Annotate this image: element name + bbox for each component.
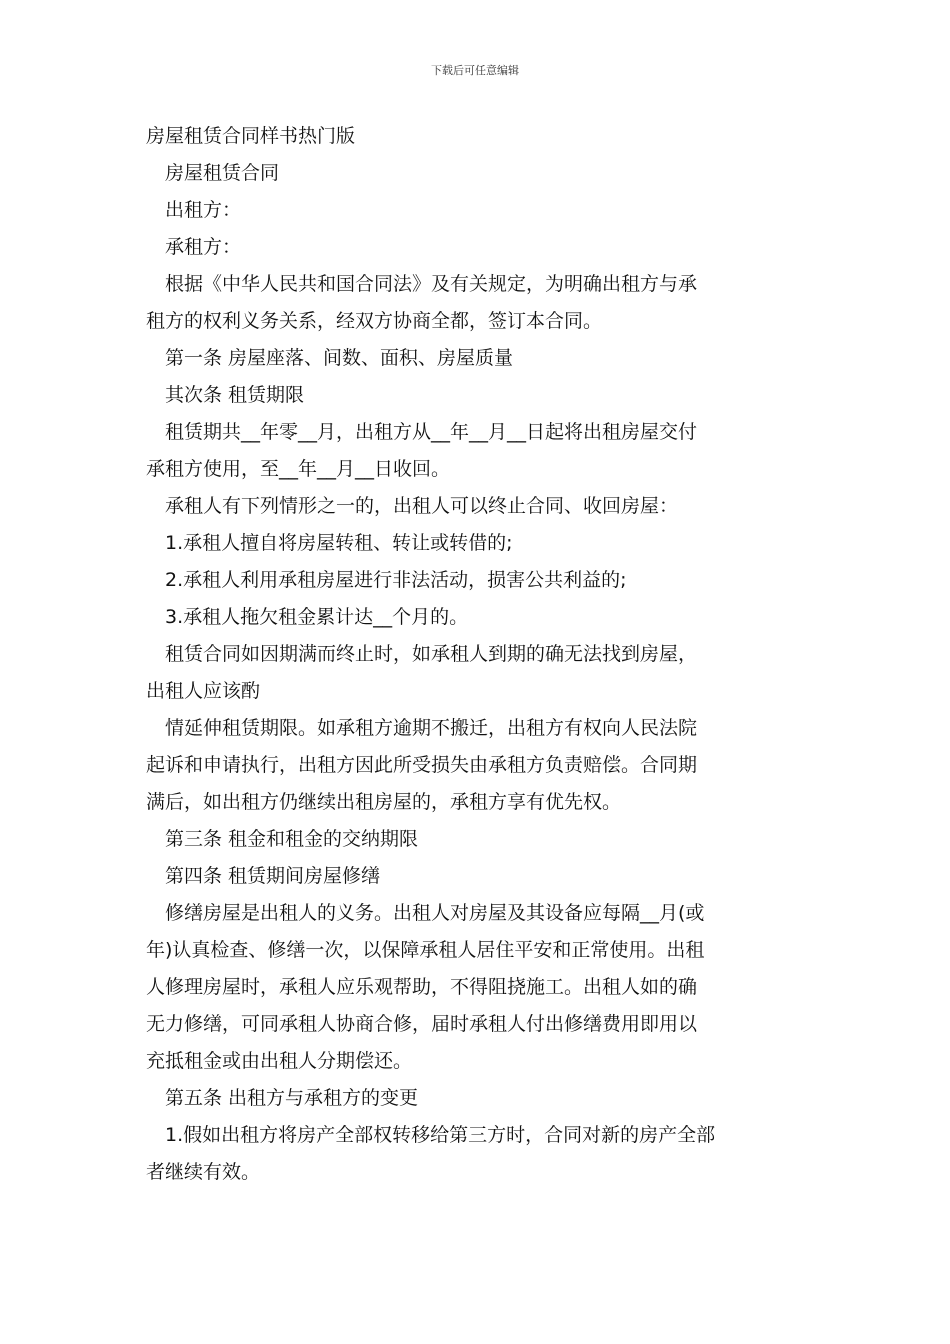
page-header: 下载后可任意编辑 [431, 64, 519, 77]
paragraph-line: 者继续有效。 [146, 1161, 261, 1183]
paragraph-line: 修缮房屋是出租人的义务。出租人对房屋及其设备应每隔__月(或 [165, 902, 705, 924]
paragraph-line: 起诉和申请执行，出租方因此所受损失由承租方负责赔偿。合同期 [146, 754, 698, 776]
paragraph-line: 租赁合同如因期满而终止时，如承租人到期的确无法找到房屋， [165, 643, 698, 665]
lessor-label: 出租方： [165, 199, 242, 221]
paragraph-line: 根据《中华人民共和国合同法》及有关规定，为明确出租方与承 [165, 273, 698, 295]
article-heading: 第四条 租赁期间房屋修缮 [165, 865, 381, 887]
paragraph-line: 租赁期共__年零__月，出租方从__年__月__日起将出租房屋交付 [165, 421, 698, 443]
paragraph-line: 承租方使用，至__年__月__日收回。 [146, 458, 451, 480]
paragraph-line: 租方的权利义务关系，经双方协商全都，签订本合同。 [146, 310, 603, 332]
lessee-label: 承租方： [165, 236, 242, 258]
paragraph-line: 出租人应该酌 [146, 680, 261, 702]
paragraph-line: 情延伸租赁期限。如承租方逾期不搬迁，出租方有权向人民法院 [165, 717, 698, 739]
article-heading: 第三条 租金和租金的交纳期限 [165, 828, 419, 850]
paragraph-line: 无力修缮，可同承租人协商合修，届时承租人付出修缮费用即用以 [146, 1013, 698, 1035]
article-heading: 其次条 租赁期限 [165, 384, 305, 406]
paragraph-line: 年)认真检查、修缮一次，以保障承租人居住平安和正常使用。出租 [146, 939, 705, 961]
list-item: 3.承租人拖欠租金累计达__个月的。 [165, 606, 469, 628]
paragraph-line: 人修理房屋时，承租人应乐观帮助，不得阻挠施工。出租人如的确 [146, 976, 698, 998]
paragraph-line: 满后，如出租方仍继续出租房屋的，承租方享有优先权。 [146, 791, 622, 813]
document-title: 房屋租赁合同样书热门版 [146, 125, 356, 147]
contract-heading: 房屋租赁合同 [165, 162, 280, 184]
paragraph-line: 承租人有下列情形之一的，出租人可以终止合同、收回房屋： [165, 495, 679, 517]
article-heading: 第五条 出租方与承租方的变更 [165, 1087, 419, 1109]
document-body [146, 118, 812, 1191]
list-item: 1.承租人擅自将房屋转租、转让或转借的; [165, 532, 513, 554]
list-item: 2.承租人利用承租房屋进行非法活动，损害公共利益的; [165, 569, 627, 591]
paragraph-line: 充抵租金或由出租人分期偿还。 [146, 1050, 413, 1072]
article-heading: 第一条 房屋座落、间数、面积、房屋质量 [165, 347, 514, 369]
list-item: 1.假如出租方将房产全部权转移给第三方时，合同对新的房产全部 [165, 1124, 716, 1146]
